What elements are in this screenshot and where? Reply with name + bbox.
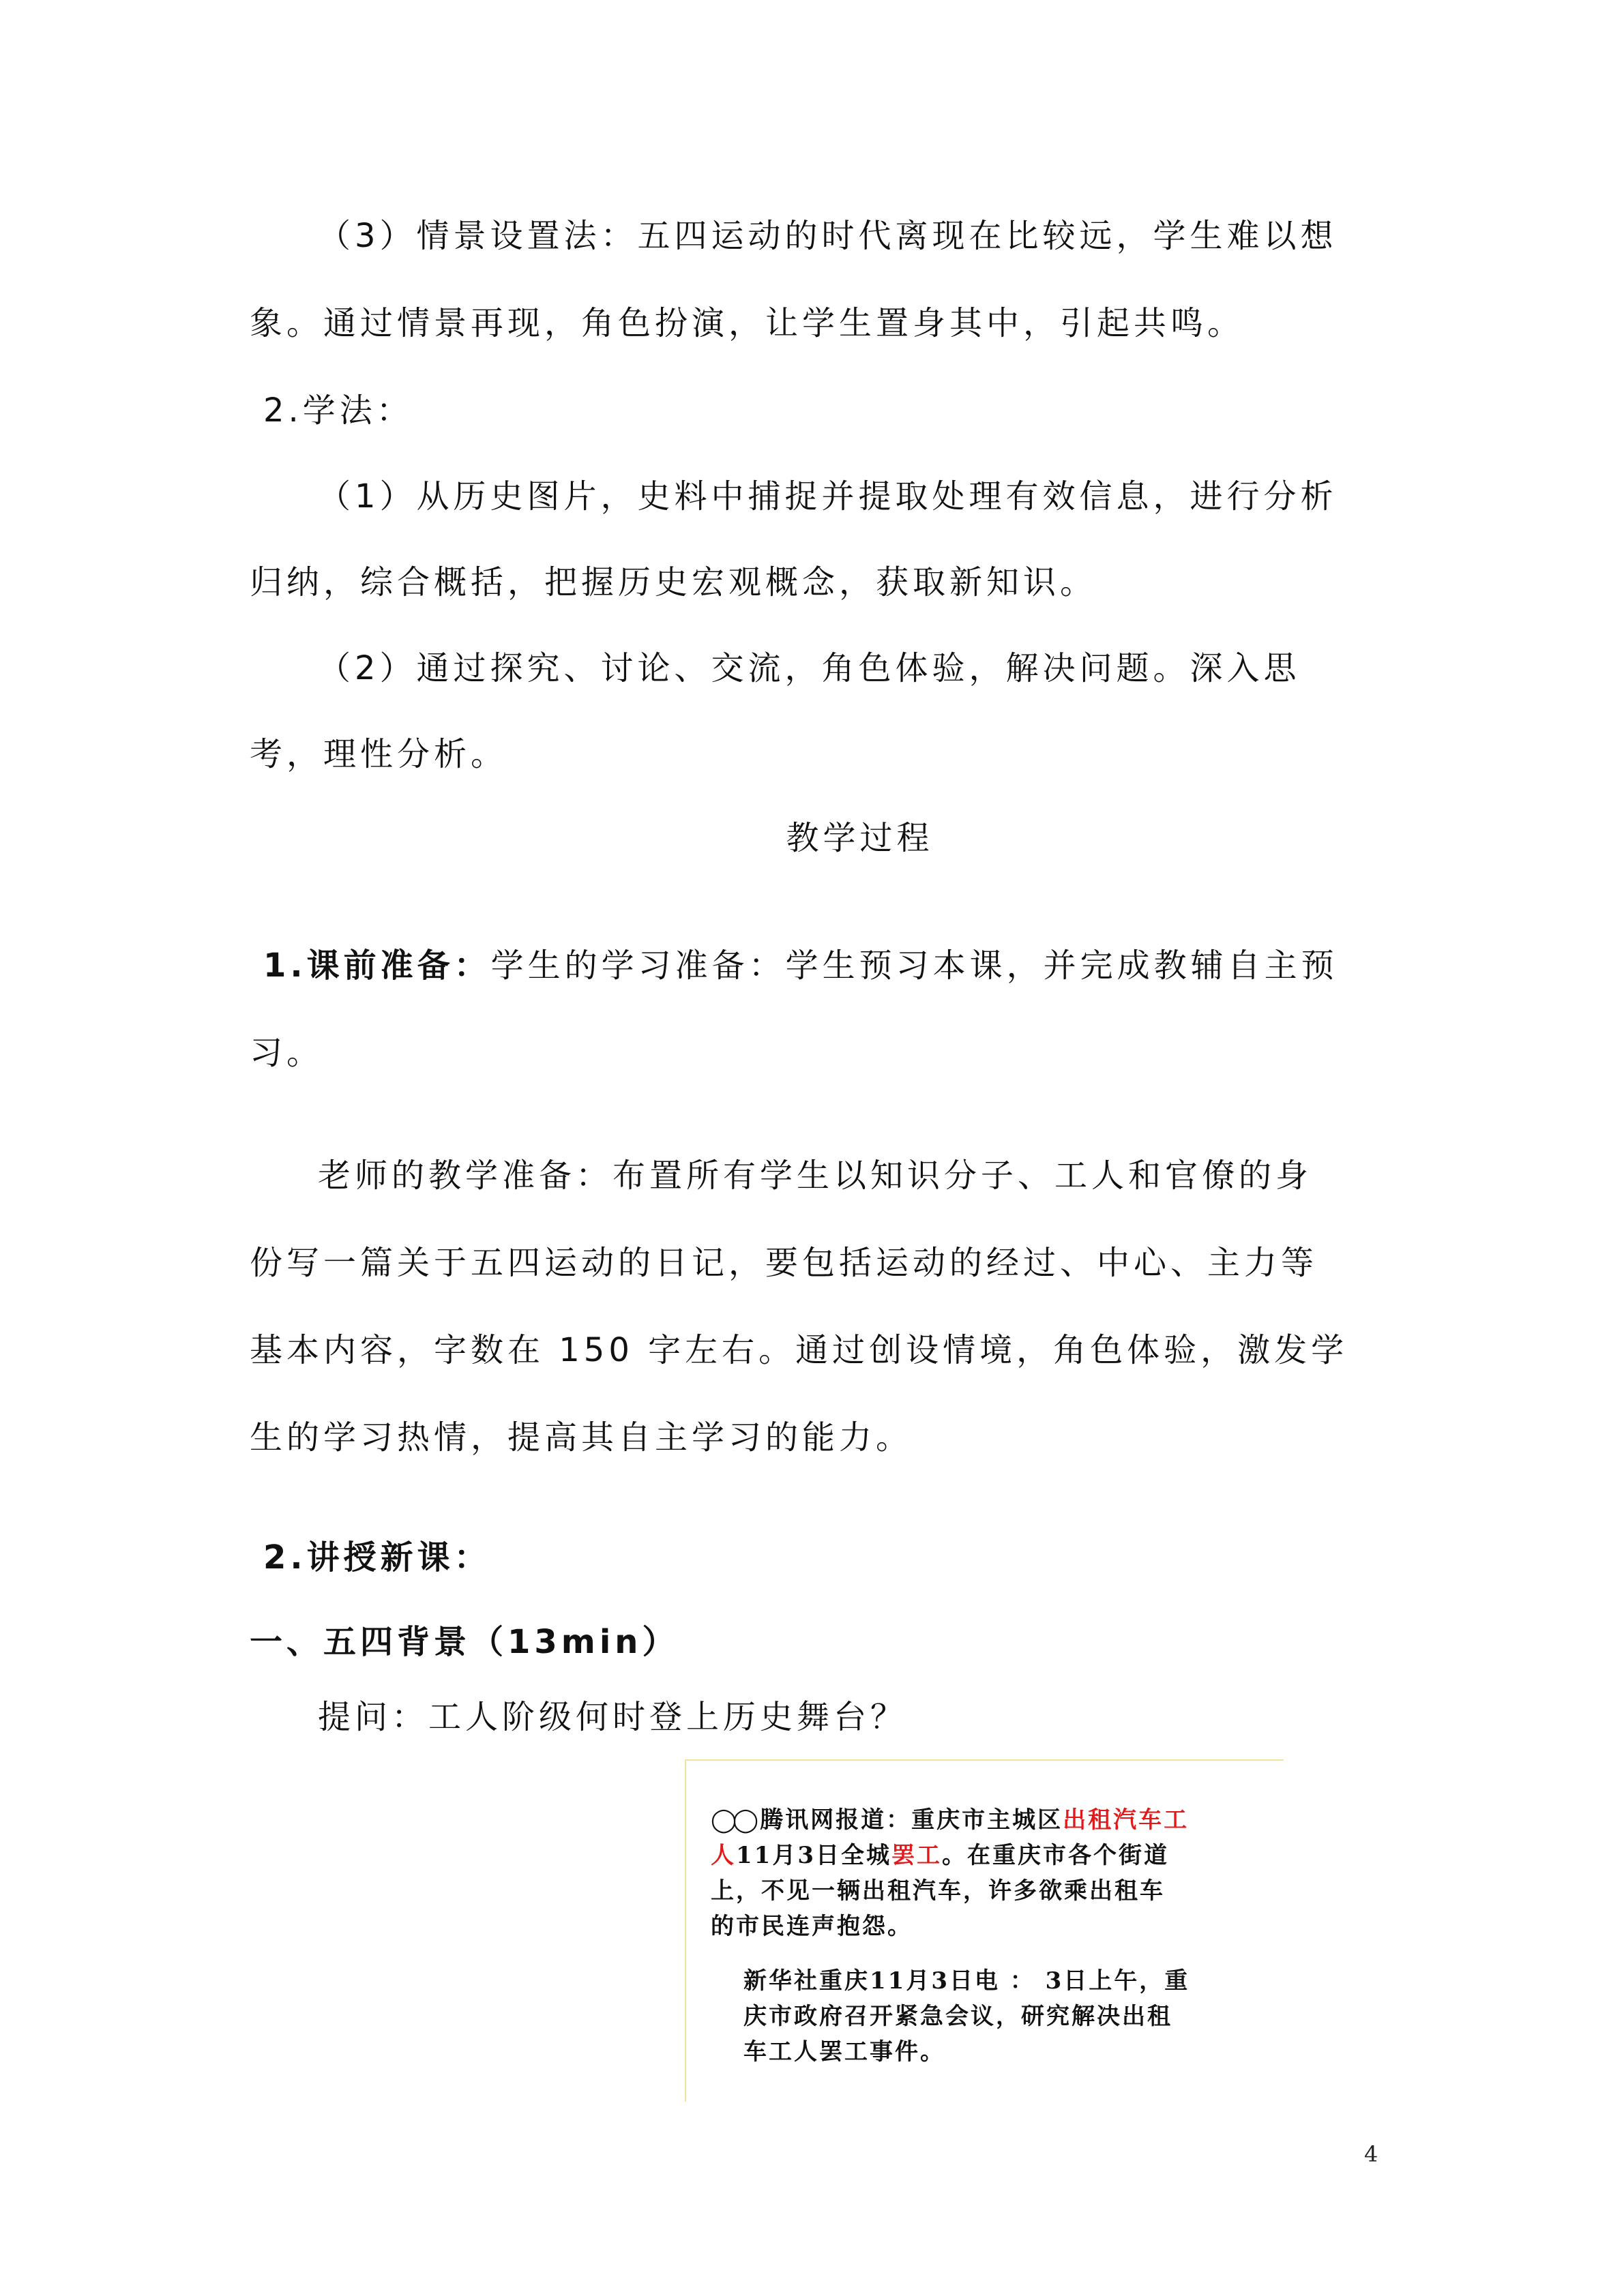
body-line-3: （1）从历史图片，史料中捕捉并提取处理有效信息，进行分析: [318, 477, 1338, 516]
news-line-7: 车工人罢工事件。: [743, 2038, 945, 2066]
news-line-5: 新华社重庆11月3日电 ： 3日上午，重: [743, 1967, 1190, 1995]
question-line: 提问：工人阶级何时登上历史舞台？: [318, 1698, 908, 1736]
body-line-6: 考，理性分析。: [250, 735, 508, 773]
teacher-prep-line-3: 基本内容，字数在 150 字左右。通过创设情境，角色体验，激发学: [250, 1331, 1348, 1369]
section-title: 教学过程: [786, 819, 934, 857]
news-highlight: 出租汽车工: [1063, 1806, 1190, 1834]
teacher-prep-line-2: 份写一篇关于五四运动的日记，要包括运动的经过、中心、主力等: [250, 1244, 1318, 1282]
news-line-6: 庆市政府召开紧急会议，研究解决出租: [743, 2003, 1172, 2030]
part1-title: 一、五四背景（13min）: [250, 1623, 679, 1661]
body-line-2: 象。通过情景再现，角色扮演，让学生置身其中，引起共鸣。: [250, 304, 1245, 342]
body-line-1: （3）情景设置法：五四运动的时代离现在比较远，学生难以想: [318, 217, 1338, 255]
new-lesson-heading: 2.讲授新课：: [263, 1538, 491, 1577]
news-line-1: [711, 1808, 1189, 1832]
learning-method-heading: 2.学法：: [263, 391, 413, 430]
prep-student-text: 学生的学习准备：学生预习本课，并完成教辅自主预: [490, 946, 1338, 985]
news-text: 。在重庆市各个街道: [941, 1842, 1169, 1869]
news-text: 11月3日全城: [736, 1842, 891, 1869]
news-highlight: 罢工: [891, 1842, 942, 1869]
teacher-prep-line-1: 老师的教学准备：布置所有学生以知识分子、工人和官僚的身: [318, 1157, 1313, 1195]
qq-logo-icon: ◯◯: [711, 1806, 755, 1834]
body-line-4: 归纳，综合概括，把握历史宏观概念，获取新知识。: [250, 563, 1097, 601]
prep-line-2: 习。: [250, 1034, 324, 1072]
prep-line-1: [263, 946, 1338, 985]
prep-label: 1.课前准备：: [263, 946, 491, 985]
news-text: 腾讯网报道：重庆市主城区: [760, 1806, 1063, 1834]
news-highlight: 人: [711, 1842, 736, 1869]
news-line-3: 上，不见一辆出租汽车，许多欲乘出租车: [711, 1877, 1165, 1905]
news-line-2: [711, 1844, 1169, 1867]
teacher-prep-line-4: 生的学习热情，提高其自主学习的能力。: [250, 1418, 913, 1457]
body-line-5: （2）通过探究、讨论、交流，角色体验，解决问题。深入思: [318, 649, 1301, 687]
news-line-4: 的市民连声抱怨。: [711, 1913, 913, 1940]
page-number: 4: [1364, 2141, 1378, 2167]
